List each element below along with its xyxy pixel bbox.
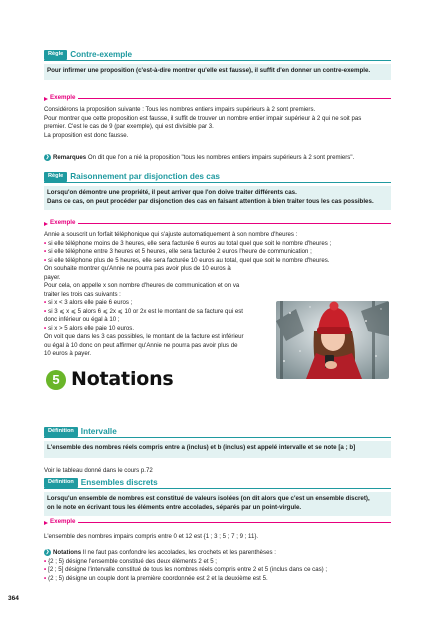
example-label: Exemple (50, 219, 76, 227)
example-line: La proposition est donc fausse. (44, 131, 129, 139)
rule-title: Raisonnement par disjonction des cas (70, 172, 220, 182)
definition-tag: Définition (44, 478, 78, 488)
rule-box (44, 186, 391, 210)
definition-line: Lorsqu'un ensemble de nombres est constitué de valeurs isolées (on dit alors que c'est un ensemble discret), (47, 495, 370, 502)
section-title: Notations (71, 368, 174, 390)
definition-header (44, 427, 391, 438)
example-bullet: • si elle téléphone entre 3 heures et 5 heures, elle sera facturée 2 euros l'heure de communication ; (44, 248, 312, 256)
notation-item: • {2 ; 5} désigne l'ensemble constitué des deux éléments 2 et 5 ; (44, 557, 217, 565)
remark-text: On dit que l'on a nié la proposition "tous les nombres entiers impairs supérieurs à 2 sont premiers". (87, 154, 355, 162)
definition-header (44, 478, 391, 489)
example-intro: Annie a souscrit un forfait téléphonique qui s'ajuste automatiquement à son nombre d'heures : (44, 231, 298, 238)
notations-remark (44, 549, 391, 583)
definition-title: Ensembles discrets (80, 478, 158, 488)
example-rule-line (78, 223, 391, 224)
conclusion-line: 10 euros à payer. (44, 350, 92, 358)
rule-box (44, 64, 391, 80)
rule-disjonction (44, 172, 391, 210)
remark-label: Notations (53, 549, 82, 557)
example-label: Exemple (50, 94, 76, 102)
definition-note: Voir le tableau donné dans le cours p.72 (44, 467, 153, 474)
conclusion-line: On voit que dans les 3 cas possibles, le montant de la facture est inférieur (44, 333, 244, 341)
remark-text: Il ne faut pas confondre les accolades, les crochets et les parenthèses : (82, 549, 276, 557)
case-item: • si 3 ⩽ x ⩽ 5 alors 6 ⩽ 2x ⩽ 10 or 2x est le montant de sa facture qui est (44, 307, 244, 315)
example-column (44, 265, 272, 359)
case-item: • si x < 3 alors elle paie 6 euros ; (44, 299, 133, 307)
rule-tag: Règle (44, 172, 67, 182)
example-line: premier. C'est le cas de 9 (par exemple), qui est divisible par 3. (44, 123, 214, 131)
example-line: Considérons la proposition suivante : Tous les nombres entiers impairs supérieurs à 2 sont premiers. (44, 106, 316, 113)
notation-item: • [2 ; 5] désigne l'intervalle constitué de tous les nombres réels compris entre 2 et 5 (inclus dans ce cas) ; (44, 566, 328, 574)
rule-line: Dans ce cas, on peut procéder par disjonction des cas en faisant attention à bien traiter tous les cas possibles. (47, 197, 374, 205)
woman-with-phone-photo (276, 301, 389, 379)
definition-box (44, 441, 391, 458)
definition-body: L'ensemble des nombres réels compris entre a (inclus) et b (inclus) est appelé intervalle et se note [a ; b] (47, 444, 356, 451)
example-rule-line (78, 98, 391, 99)
example-line: payer. (44, 273, 61, 281)
example-header (44, 518, 391, 527)
rule-tag: Règle (44, 50, 67, 60)
example-line: Pour cela, on appelle x son nombre d'heures de communication et on va (44, 282, 240, 290)
remark-1 (44, 154, 391, 163)
example-rule-line (78, 522, 391, 523)
example-bullet: • si elle téléphone moins de 3 heures, elle sera facturée 6 euros au total quel que soit le nombre d'heures ; (44, 239, 332, 247)
rule-header (44, 172, 391, 183)
example-triangle-icon (44, 222, 48, 226)
case-item-cont: donc inférieur ou égal à 10 ; (44, 316, 120, 324)
remark-arrow-icon: ❯ (45, 154, 50, 160)
example-bullet: • si elle téléphone plus de 5 heures, elle sera facturée 10 euros au total, quel que soit le nombre d'heures. (44, 256, 330, 264)
rule-header (44, 50, 391, 61)
example-header (44, 219, 391, 228)
remark-label: Remarques (53, 154, 87, 162)
definition-line: on le note en écrivant tous les éléments entre accolades, séparés par un point-virgule. (47, 503, 302, 511)
example-3 (44, 518, 391, 542)
rule-body: Pour infirmer une proposition (c'est-à-dire montrer qu'elle est fausse), il suffit d'en donner un contre-exemple. (47, 67, 371, 74)
definition-title: Intervalle (80, 427, 117, 437)
remark-arrow-icon: ❯ (45, 549, 50, 555)
rule-contre-exemple (44, 50, 391, 80)
example-line: Pour montrer que cette proposition est fausse, il suffit de trouver un nombre entier impair supérieur à 2 qui ne soit pas (44, 114, 362, 122)
example-label: Exemple (50, 518, 76, 526)
definition-ensembles-discrets (44, 478, 391, 516)
case-item: • si x > 5 alors elle paie 10 euros. (44, 324, 135, 332)
example-line: On souhaite montrer qu'Annie ne pourra pas avoir plus de 10 euros à (44, 265, 231, 273)
definition-box (44, 492, 391, 516)
section-number-circle-icon: 5 (46, 370, 66, 390)
example-triangle-icon (44, 521, 48, 525)
example-line: traiter les trois cas suivants : (44, 290, 121, 298)
example-1 (44, 94, 391, 140)
definition-intervalle (44, 427, 391, 476)
example-body (44, 231, 391, 265)
page-number: 364 (8, 595, 19, 602)
example-header (44, 94, 391, 103)
rule-title: Contre-exemple (70, 50, 133, 60)
definition-tag: Définition (44, 427, 78, 437)
conclusion-line: ou égal à 10 donc on peut affirmer qu'Annie ne pourra pas avoir plus de (44, 341, 238, 349)
example-text: L'ensemble des nombres impairs compris entre 0 et 12 est {1 ; 3 ; 5 ; 7 ; 9 ; 11}. (44, 533, 259, 540)
example-triangle-icon (44, 97, 48, 101)
rule-line: Lorsqu'on démontre une propriété, il peut arriver que l'on doive traiter différents cas. (47, 189, 297, 196)
example-body (44, 106, 391, 140)
notation-item: • (2 ; 5) désigne un couple dont la première coordonnée est 2 et la deuxième est 5. (44, 574, 268, 582)
